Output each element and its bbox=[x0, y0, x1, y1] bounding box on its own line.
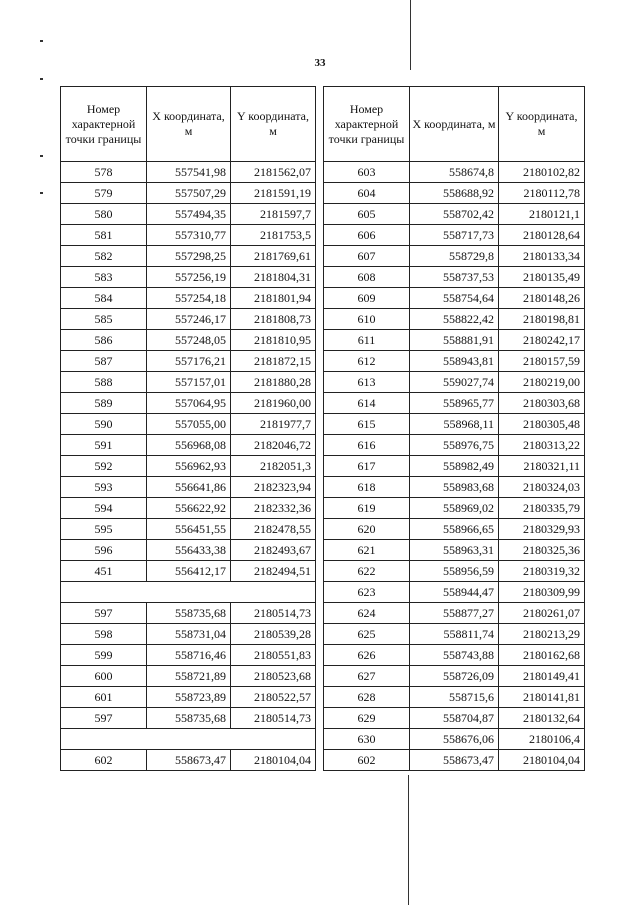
x-cell: 558674,8 bbox=[410, 162, 499, 183]
point-cell: 610 bbox=[324, 309, 410, 330]
table-row bbox=[324, 393, 585, 414]
point-cell: 587 bbox=[61, 351, 147, 372]
y-cell: 2181769,61 bbox=[231, 246, 316, 267]
coordinates-table-right bbox=[323, 86, 585, 771]
x-cell: 558726,09 bbox=[410, 666, 499, 687]
table-row bbox=[324, 603, 585, 624]
y-cell: 2180213,29 bbox=[499, 624, 585, 645]
y-cell: 2181804,31 bbox=[231, 267, 316, 288]
point-cell: 622 bbox=[324, 561, 410, 582]
point-cell: 600 bbox=[61, 666, 147, 687]
x-cell: 558735,68 bbox=[147, 708, 231, 729]
point-cell: 584 bbox=[61, 288, 147, 309]
y-cell: 2180132,64 bbox=[499, 708, 585, 729]
point-cell: 626 bbox=[324, 645, 410, 666]
y-cell: 2180551,83 bbox=[231, 645, 316, 666]
table-row bbox=[61, 708, 316, 729]
point-cell: 602 bbox=[324, 750, 410, 771]
point-cell: 585 bbox=[61, 309, 147, 330]
x-cell: 558969,02 bbox=[410, 498, 499, 519]
y-cell: 2182494,51 bbox=[231, 561, 316, 582]
point-cell: 609 bbox=[324, 288, 410, 309]
x-cell: 557176,21 bbox=[147, 351, 231, 372]
table-row bbox=[61, 624, 316, 645]
x-cell: 558673,47 bbox=[410, 750, 499, 771]
x-cell: 556962,93 bbox=[147, 456, 231, 477]
point-cell: 616 bbox=[324, 435, 410, 456]
x-cell: 558943,81 bbox=[410, 351, 499, 372]
margin-mark bbox=[40, 155, 43, 157]
x-cell: 558676,06 bbox=[410, 729, 499, 750]
header-y: Y координата, м bbox=[499, 87, 585, 162]
table-row bbox=[61, 246, 316, 267]
point-cell: 591 bbox=[61, 435, 147, 456]
table-row bbox=[61, 435, 316, 456]
point-cell: 602 bbox=[61, 750, 147, 771]
y-cell: 2180324,03 bbox=[499, 477, 585, 498]
x-cell: 558717,73 bbox=[410, 225, 499, 246]
point-cell: 608 bbox=[324, 267, 410, 288]
table-row bbox=[61, 498, 316, 519]
y-cell: 2180539,28 bbox=[231, 624, 316, 645]
header-x: X координата, м bbox=[410, 87, 499, 162]
x-cell: 558731,04 bbox=[147, 624, 231, 645]
y-cell: 2180309,99 bbox=[499, 582, 585, 603]
margin-mark bbox=[40, 78, 43, 80]
table-row bbox=[61, 330, 316, 351]
table-row bbox=[324, 561, 585, 582]
point-cell: 614 bbox=[324, 393, 410, 414]
y-cell: 2181597,7 bbox=[231, 204, 316, 225]
x-cell: 557494,35 bbox=[147, 204, 231, 225]
y-cell: 2180141,81 bbox=[499, 687, 585, 708]
x-cell: 558976,75 bbox=[410, 435, 499, 456]
header-point: Номер характерной точки границы bbox=[324, 87, 410, 162]
point-cell: 590 bbox=[61, 414, 147, 435]
table-row bbox=[61, 309, 316, 330]
table-row bbox=[324, 309, 585, 330]
table-row bbox=[324, 729, 585, 750]
point-cell: 580 bbox=[61, 204, 147, 225]
x-cell: 558715,6 bbox=[410, 687, 499, 708]
point-cell: 594 bbox=[61, 498, 147, 519]
table-row bbox=[324, 162, 585, 183]
x-cell: 557064,95 bbox=[147, 393, 231, 414]
x-cell: 557256,19 bbox=[147, 267, 231, 288]
x-cell: 558944,47 bbox=[410, 582, 499, 603]
y-cell: 2180121,1 bbox=[499, 204, 585, 225]
point-cell: 621 bbox=[324, 540, 410, 561]
y-cell: 2181880,28 bbox=[231, 372, 316, 393]
point-cell: 625 bbox=[324, 624, 410, 645]
header-y: Y координата, м bbox=[231, 87, 316, 162]
y-cell: 2180261,07 bbox=[499, 603, 585, 624]
y-cell: 2181562,07 bbox=[231, 162, 316, 183]
point-cell: 624 bbox=[324, 603, 410, 624]
y-cell: 2182046,72 bbox=[231, 435, 316, 456]
table-row bbox=[61, 477, 316, 498]
table-row bbox=[61, 645, 316, 666]
x-cell: 558737,53 bbox=[410, 267, 499, 288]
y-cell: 2180522,57 bbox=[231, 687, 316, 708]
table-row bbox=[61, 414, 316, 435]
table-row bbox=[61, 561, 316, 582]
point-cell: 613 bbox=[324, 372, 410, 393]
table-row bbox=[324, 204, 585, 225]
y-cell: 2180135,49 bbox=[499, 267, 585, 288]
x-cell: 557248,05 bbox=[147, 330, 231, 351]
y-cell: 2180148,26 bbox=[499, 288, 585, 309]
table-row bbox=[61, 687, 316, 708]
x-cell: 558822,42 bbox=[410, 309, 499, 330]
x-cell: 558688,92 bbox=[410, 183, 499, 204]
y-cell: 2182051,3 bbox=[231, 456, 316, 477]
table-row bbox=[324, 645, 585, 666]
point-cell: 589 bbox=[61, 393, 147, 414]
x-cell: 558881,91 bbox=[410, 330, 499, 351]
table-row bbox=[324, 225, 585, 246]
y-cell: 2180305,48 bbox=[499, 414, 585, 435]
point-cell: 604 bbox=[324, 183, 410, 204]
x-cell: 558966,65 bbox=[410, 519, 499, 540]
x-cell: 556622,92 bbox=[147, 498, 231, 519]
table-row bbox=[324, 582, 585, 603]
point-cell: 603 bbox=[324, 162, 410, 183]
y-cell: 2180162,68 bbox=[499, 645, 585, 666]
y-cell: 2180303,68 bbox=[499, 393, 585, 414]
point-cell: 597 bbox=[61, 708, 147, 729]
y-cell: 2180112,78 bbox=[499, 183, 585, 204]
table-row bbox=[61, 519, 316, 540]
y-cell: 2180335,79 bbox=[499, 498, 585, 519]
y-cell: 2180321,11 bbox=[499, 456, 585, 477]
table-row bbox=[324, 708, 585, 729]
point-cell: 597 bbox=[61, 603, 147, 624]
x-cell: 558704,87 bbox=[410, 708, 499, 729]
point-cell: 598 bbox=[61, 624, 147, 645]
y-cell: 2180242,17 bbox=[499, 330, 585, 351]
y-cell: 2180329,93 bbox=[499, 519, 585, 540]
y-cell: 2180514,73 bbox=[231, 708, 316, 729]
x-cell: 558965,77 bbox=[410, 393, 499, 414]
y-cell: 2180514,73 bbox=[231, 603, 316, 624]
margin-mark bbox=[40, 40, 43, 42]
point-cell: 630 bbox=[324, 729, 410, 750]
y-cell: 2182478,55 bbox=[231, 519, 316, 540]
y-cell: 2181960,00 bbox=[231, 393, 316, 414]
x-cell: 558673,47 bbox=[147, 750, 231, 771]
table-row bbox=[324, 519, 585, 540]
point-cell: 619 bbox=[324, 498, 410, 519]
table-row bbox=[61, 267, 316, 288]
point-cell: 628 bbox=[324, 687, 410, 708]
table-row bbox=[61, 225, 316, 246]
y-cell: 2180104,04 bbox=[231, 750, 316, 771]
table-row bbox=[61, 666, 316, 687]
table-row bbox=[324, 351, 585, 372]
table-row bbox=[61, 183, 316, 204]
table-row bbox=[61, 750, 316, 771]
x-cell: 559027,74 bbox=[410, 372, 499, 393]
y-cell: 2180157,59 bbox=[499, 351, 585, 372]
y-cell: 2180104,04 bbox=[499, 750, 585, 771]
table-row bbox=[61, 393, 316, 414]
x-cell: 556412,17 bbox=[147, 561, 231, 582]
table-row bbox=[324, 456, 585, 477]
point-cell: 593 bbox=[61, 477, 147, 498]
y-cell: 2182493,67 bbox=[231, 540, 316, 561]
table-row bbox=[324, 750, 585, 771]
table-row bbox=[324, 372, 585, 393]
point-cell: 601 bbox=[61, 687, 147, 708]
point-cell: 615 bbox=[324, 414, 410, 435]
table-row bbox=[324, 435, 585, 456]
y-cell: 2181753,5 bbox=[231, 225, 316, 246]
x-cell: 557055,00 bbox=[147, 414, 231, 435]
header-point: Номер характерной точки границы bbox=[61, 87, 147, 162]
x-cell: 558956,59 bbox=[410, 561, 499, 582]
x-cell: 557507,29 bbox=[147, 183, 231, 204]
point-cell: 618 bbox=[324, 477, 410, 498]
point-cell: 611 bbox=[324, 330, 410, 351]
table-row bbox=[324, 330, 585, 351]
x-cell: 558721,89 bbox=[147, 666, 231, 687]
point-cell: 581 bbox=[61, 225, 147, 246]
x-cell: 557310,77 bbox=[147, 225, 231, 246]
x-cell: 558963,31 bbox=[410, 540, 499, 561]
point-cell: 629 bbox=[324, 708, 410, 729]
x-cell: 557254,18 bbox=[147, 288, 231, 309]
point-cell: 605 bbox=[324, 204, 410, 225]
point-cell: 595 bbox=[61, 519, 147, 540]
y-cell: 2182332,36 bbox=[231, 498, 316, 519]
table-row bbox=[324, 498, 585, 519]
x-cell: 558877,27 bbox=[410, 603, 499, 624]
y-cell: 2180319,32 bbox=[499, 561, 585, 582]
x-cell: 556641,86 bbox=[147, 477, 231, 498]
x-cell: 557298,25 bbox=[147, 246, 231, 267]
x-cell: 557541,98 bbox=[147, 162, 231, 183]
separator-cell bbox=[61, 582, 316, 603]
table-row bbox=[324, 267, 585, 288]
point-cell: 607 bbox=[324, 246, 410, 267]
table-row bbox=[324, 246, 585, 267]
table-header-row bbox=[324, 87, 585, 162]
point-cell: 627 bbox=[324, 666, 410, 687]
table-row bbox=[61, 372, 316, 393]
y-cell: 2180523,68 bbox=[231, 666, 316, 687]
x-cell: 557157,01 bbox=[147, 372, 231, 393]
table-row bbox=[324, 288, 585, 309]
point-cell: 599 bbox=[61, 645, 147, 666]
x-cell: 558754,64 bbox=[410, 288, 499, 309]
point-cell: 623 bbox=[324, 582, 410, 603]
table-row bbox=[324, 414, 585, 435]
y-cell: 2180102,82 bbox=[499, 162, 585, 183]
x-cell: 558716,46 bbox=[147, 645, 231, 666]
point-cell: 620 bbox=[324, 519, 410, 540]
x-cell: 557246,17 bbox=[147, 309, 231, 330]
y-cell: 2180198,81 bbox=[499, 309, 585, 330]
x-cell: 558811,74 bbox=[410, 624, 499, 645]
y-cell: 2181808,73 bbox=[231, 309, 316, 330]
separator-cell bbox=[61, 729, 316, 750]
margin-mark bbox=[40, 192, 43, 194]
table-row bbox=[324, 477, 585, 498]
point-cell: 612 bbox=[324, 351, 410, 372]
table-row bbox=[61, 288, 316, 309]
table-row bbox=[324, 687, 585, 708]
table-row bbox=[324, 540, 585, 561]
y-cell: 2180133,34 bbox=[499, 246, 585, 267]
point-cell: 606 bbox=[324, 225, 410, 246]
point-cell: 582 bbox=[61, 246, 147, 267]
y-cell: 2180219,00 bbox=[499, 372, 585, 393]
x-cell: 558983,68 bbox=[410, 477, 499, 498]
fold-line-bottom bbox=[408, 775, 409, 905]
point-cell: 592 bbox=[61, 456, 147, 477]
x-cell: 556433,38 bbox=[147, 540, 231, 561]
table-row bbox=[324, 666, 585, 687]
y-cell: 2181591,19 bbox=[231, 183, 316, 204]
table-separator-row bbox=[61, 729, 316, 750]
x-cell: 558735,68 bbox=[147, 603, 231, 624]
x-cell: 558729,8 bbox=[410, 246, 499, 267]
point-cell: 617 bbox=[324, 456, 410, 477]
point-cell: 586 bbox=[61, 330, 147, 351]
table-row bbox=[324, 624, 585, 645]
y-cell: 2180313,22 bbox=[499, 435, 585, 456]
y-cell: 2181810,95 bbox=[231, 330, 316, 351]
table-row bbox=[61, 204, 316, 225]
y-cell: 2180149,41 bbox=[499, 666, 585, 687]
point-cell: 596 bbox=[61, 540, 147, 561]
x-cell: 558982,49 bbox=[410, 456, 499, 477]
table-row bbox=[61, 540, 316, 561]
header-x: X координата, м bbox=[147, 87, 231, 162]
coordinates-table-left bbox=[60, 86, 316, 771]
table-header-row bbox=[61, 87, 316, 162]
table-row bbox=[61, 162, 316, 183]
table-row bbox=[324, 183, 585, 204]
y-cell: 2180128,64 bbox=[499, 225, 585, 246]
y-cell: 2181801,94 bbox=[231, 288, 316, 309]
point-cell: 578 bbox=[61, 162, 147, 183]
x-cell: 558723,89 bbox=[147, 687, 231, 708]
y-cell: 2182323,94 bbox=[231, 477, 316, 498]
x-cell: 556968,08 bbox=[147, 435, 231, 456]
y-cell: 2181977,7 bbox=[231, 414, 316, 435]
table-row bbox=[61, 456, 316, 477]
point-cell: 588 bbox=[61, 372, 147, 393]
table-separator-row bbox=[61, 582, 316, 603]
x-cell: 556451,55 bbox=[147, 519, 231, 540]
point-cell: 579 bbox=[61, 183, 147, 204]
point-cell: 583 bbox=[61, 267, 147, 288]
y-cell: 2180106,4 bbox=[499, 729, 585, 750]
point-cell: 451 bbox=[61, 561, 147, 582]
y-cell: 2180325,36 bbox=[499, 540, 585, 561]
x-cell: 558702,42 bbox=[410, 204, 499, 225]
table-row bbox=[61, 351, 316, 372]
x-cell: 558968,11 bbox=[410, 414, 499, 435]
page-number: 33 bbox=[314, 57, 326, 69]
x-cell: 558743,88 bbox=[410, 645, 499, 666]
y-cell: 2181872,15 bbox=[231, 351, 316, 372]
table-row bbox=[61, 603, 316, 624]
